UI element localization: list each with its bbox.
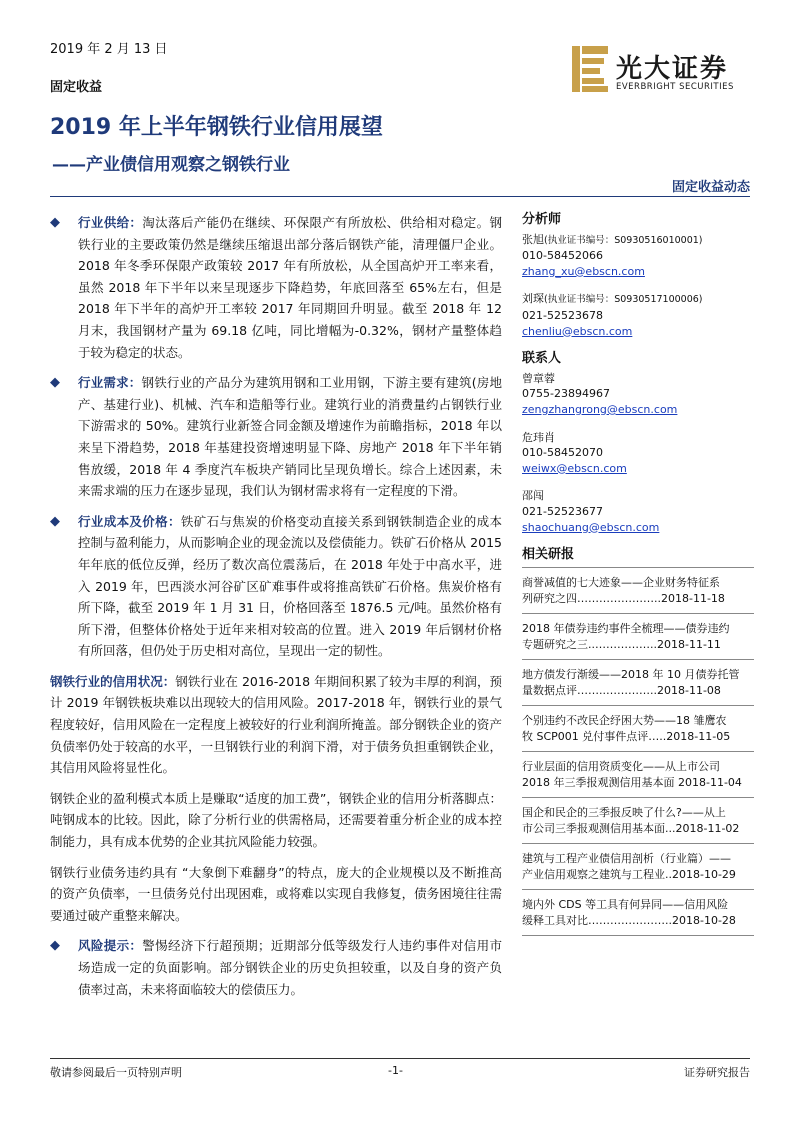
analyst-email-link[interactable]: zhang_xu@ebscn.com	[522, 264, 645, 278]
contact-name: 曾章蓉	[522, 371, 555, 385]
related-report-item[interactable]	[522, 844, 754, 890]
related-report-date: 牧 SCP001 兑付事件点评…..2018-11-05	[522, 729, 731, 743]
contact-email-link[interactable]: weiwx@ebscn.com	[522, 461, 627, 475]
contact-name: 危玮肖	[522, 430, 555, 444]
related-report-item[interactable]	[522, 752, 754, 798]
contact-card	[522, 430, 754, 477]
related-reports-heading: 相关研报	[522, 547, 575, 563]
report-type: 固定收益动态	[671, 180, 750, 195]
risk-keyword: 风险提示：	[78, 938, 143, 954]
demand-keyword: 行业需求：	[78, 375, 142, 391]
supply-text: 淘汰落后产能仍在继续、环保限产有所放松、供给相对稳定。钢铁行业的主要政策仍然是继续压缩退出部分落后钢铁产能，清理僵尸企业。2018 年冬季环保限产政策较 2017 年有所放松，从全国高炉开工率来看，虽然 2018 年下半年以来呈现逐步下降趋势，年底回落至 65%左右，但是 2018 年下半年的高炉开工率较 2017 年同期回升明显。截至 2018 年 12 月末，我国钢材产量为 69.18 亿吨，同比增幅为-0.32%，钢材产量整体趋于较为稳定的状态。	[78, 215, 502, 360]
analyst-card	[522, 232, 754, 280]
diamond-bullet-icon: ◆	[50, 513, 60, 529]
diamond-bullet-icon: ◆	[50, 215, 60, 230]
related-report-date: 市公司三季报观测信用基本面...2018-11-02	[522, 821, 740, 835]
analyst-name: 张旭	[522, 232, 544, 246]
related-report-date: 量数据点评……..…………..2018-11-08	[522, 683, 721, 697]
demand-section	[50, 372, 502, 502]
related-report-title: 建筑与工程产业债信用剖析（行业篇）——	[522, 851, 731, 865]
report-category: 固定收益	[50, 80, 103, 95]
risk-text: 警惕经济下行超预期；近期部分低等级发行人违约事件对信用市场造成一定的负面影响。部分钢铁企业的历史负担较重，以及自身的资产负债率过高，未来将面临较大的偿债压力。	[78, 938, 502, 997]
related-report-title: 2018 年债券违约事件全梳理——债券违约	[522, 621, 730, 635]
footer-divider	[50, 1058, 750, 1059]
everbright-logo-icon	[572, 46, 608, 92]
profit-paragraph: 钢铁企业的盈利模式本质上是赚取“适度的加工费”，钢铁企业的信用分析落脚点：吨钢成本的比较。因此，除了分析行业的供需格局，还需要着重分析企业的成本控制能力，具有成本优势的企业其抗风险能力较强。	[50, 790, 502, 850]
related-report-item[interactable]	[522, 614, 754, 660]
analyst-email-link[interactable]: chenliu@ebscn.com	[522, 324, 633, 338]
related-report-item[interactable]	[522, 660, 754, 706]
diamond-bullet-icon: ◆	[50, 938, 60, 954]
related-report-date: 缓释工具对比…………………..2018-10-28	[522, 913, 736, 927]
related-report-date: 专题研究之三..……………..2018-11-11	[522, 637, 721, 651]
analysts-heading: 分析师	[522, 212, 562, 227]
footer-report-label: 证券研究报告	[684, 1066, 750, 1079]
logo-chinese-name: 光大证券	[616, 54, 729, 84]
page-title: 2019 年上半年钢铁行业信用展望	[50, 115, 383, 140]
contact-phone: 0755-23894967	[522, 387, 610, 401]
related-report-title: 国企和民企的三季报反映了什么?——从上	[522, 805, 726, 819]
credit-keyword: 钢铁行业的信用状况：	[50, 673, 176, 689]
company-logo	[572, 46, 752, 96]
contact-phone: 021-52523677	[522, 504, 603, 518]
analyst-license: (执业证书编号：S0930517100006)	[544, 294, 703, 306]
cost-text: 铁矿石与焦炭的价格变动直接关系到钢铁制造企业的成本控制与盈利能力，从而影响企业的现金流以及偿债能力。铁矿石价格从 2015 年年底的低位反弹，经历了数次高位震荡后，在 2018 年处于中高水平，进入 2019 年，巴西淡水河谷矿区矿难事件或将推高铁矿石价格。焦炭价格有所下降，截至 2019 年 1 月 31 日，价格回落至 1876.5 元/吨。虽然价格有所下滑，但整体价格处于近年来相对较高的位置。进入 2019 年后钢材价格有所回落，但仍处于历史相对高位，呈现出一定的韧性。	[78, 513, 502, 659]
demand-text: 钢铁行业的产品分为建筑用钢和工业用钢，下游主要有建筑(房地产、基建行业)、机械、汽车和造船等行业。建筑行业的消费量约占钢铁行业下游需求的 50%。建筑行业新签合同金额及增速作为前瞻指标，2018 年以来呈下滑趋势，2018 年基建投资增速明显下降、房地产 2018 年下半年销售放缓，2018 年 4 季度汽车板块产销同比呈现负增长。综合上述因素，未来需求端的压力在逐步显现，我们认为钢材需求将有一定程度的下滑。	[78, 375, 502, 499]
analyst-license: (执业证书编号：S0930516010001)	[544, 234, 703, 246]
logo-english-name: EVERBRIGHT SECURITIES	[616, 82, 734, 92]
report-date: 2019 年 2 月 13 日	[50, 42, 168, 57]
supply-section	[50, 212, 502, 363]
analyst-card	[522, 291, 754, 339]
analyst-name: 刘琛	[522, 292, 544, 306]
related-report-title: 商誉减值的七大迹象——企业财务特征系	[522, 575, 720, 589]
sidebar	[522, 212, 754, 936]
cost-keyword: 行业成本及价格：	[78, 513, 181, 529]
related-reports-list	[522, 567, 754, 936]
page-subtitle: ——产业债信用观察之钢铁行业	[52, 155, 290, 175]
header-divider	[50, 196, 750, 197]
cost-section	[50, 511, 502, 662]
footer-disclaimer: 敬请参阅最后一页特别声明	[50, 1066, 182, 1079]
related-report-date: 2018 年三季报观测信用基本面 2018-11-04	[522, 775, 742, 789]
analyst-phone: 021-52523678	[522, 308, 603, 322]
contacts-heading: 联系人	[522, 351, 562, 367]
related-report-title: 地方债发行渐缓——2018 年 10 月债券托管	[522, 667, 740, 681]
related-report-title: 境内外 CDS 等工具有何异同——信用风险	[522, 897, 729, 911]
default-paragraph: 钢铁行业债务违约具有 “大象倒下难翻身”的特点，庞大的企业规模以及不断推高的资产负债率，一旦债务兑付出现困难，或将难以实现自我修复，债务困境往往需要通过破产重整来解决。	[50, 864, 502, 923]
related-report-title: 行业层面的信用资质变化——从上市公司	[522, 759, 720, 773]
related-report-title: 个别违约不改民企纾困大势——18 雏鹰农	[522, 713, 727, 727]
contact-card	[522, 371, 754, 418]
supply-keyword: 行业供给：	[78, 215, 143, 230]
risk-section	[50, 935, 502, 1000]
diamond-bullet-icon: ◆	[50, 375, 60, 391]
related-report-item[interactable]	[522, 706, 754, 752]
contact-phone: 010-58452070	[522, 446, 603, 460]
contact-email-link[interactable]: zengzhangrong@ebscn.com	[522, 402, 678, 416]
related-report-date: 产业信用观察之建筑与工程业..2018-10-29	[522, 867, 736, 881]
analyst-phone: 010-58452066	[522, 249, 603, 263]
contact-card	[522, 488, 754, 535]
related-report-date: 列研究之四…………………..2018-11-18	[522, 591, 725, 605]
credit-section	[50, 671, 502, 779]
summary-column	[50, 212, 502, 1009]
contact-name: 邵闯	[522, 489, 544, 503]
contact-email-link[interactable]: shaochuang@ebscn.com	[522, 520, 660, 534]
related-report-item[interactable]	[522, 798, 754, 844]
page-number: -1-	[388, 1064, 403, 1077]
related-report-item[interactable]	[522, 890, 754, 936]
related-report-item[interactable]	[522, 567, 754, 614]
credit-text: 钢铁行业在 2016-2018 年期间积累了较为丰厚的利润，预计 2019 年钢铁板块难以出现较大的信用风险。2017-2018 年，钢铁行业的景气程度较好，信用风险在一定程度上被较好的行业利润所掩盖。部分钢铁企业的资产负债率仍处于较高的水平，一旦钢铁行业的利润下滑，对于债务负担重钢铁企业，其信用风险将显性化。	[50, 673, 502, 776]
